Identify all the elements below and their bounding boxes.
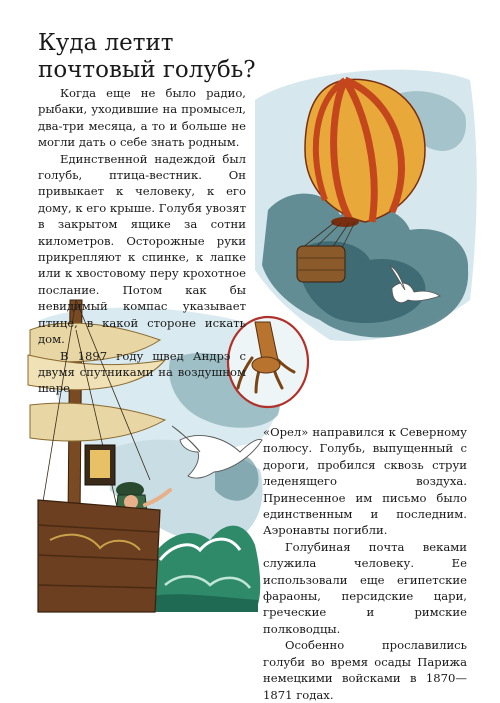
page-title (38, 30, 298, 84)
title-line-1: Куда летит (38, 30, 174, 56)
paragraph: Единственной надеждой был голубь, птица-вестник. Он привыкает к человеку, к его дому, к его крыше. Голубя увозят в закрытом ящике за сотни километров. Осторожные руки прикрепляют к спинке, к лапке или к хвостовому перу крохотное послание. Потом как бы невидимый компас указывает птице, в какой стороне искать дом. (38, 151, 246, 347)
text-column-left (38, 85, 246, 397)
paragraph: Когда еще не было радио, рыбаки, уходившие на промысел, два-три месяца, а то и больше не могли дать о себе знать родным. (38, 86, 246, 150)
paragraph: В 1897 году швед Андрэ с двумя спутниками на воздушном шаре (38, 348, 246, 396)
text-column-right (263, 424, 467, 703)
paragraph: Голубиная почта веками служила человеку. Ее использовали еще египетские фараоны, персидские цари, греческие и римские полководцы. (263, 539, 467, 636)
paragraph: Особенно прославились голуби во время осады Парижа немецкими войсками в 1870—1871 годах. (263, 638, 467, 702)
paragraph: «Орел» направился к Северному полюсу. Голубь, выпущенный с дороги, пробился сквозь струи леденящего воздуха. Принесенное им письмо было единственным и последним. Аэронавты погибли. (263, 425, 467, 538)
title-line-2: почтовый голубь? (38, 57, 256, 83)
